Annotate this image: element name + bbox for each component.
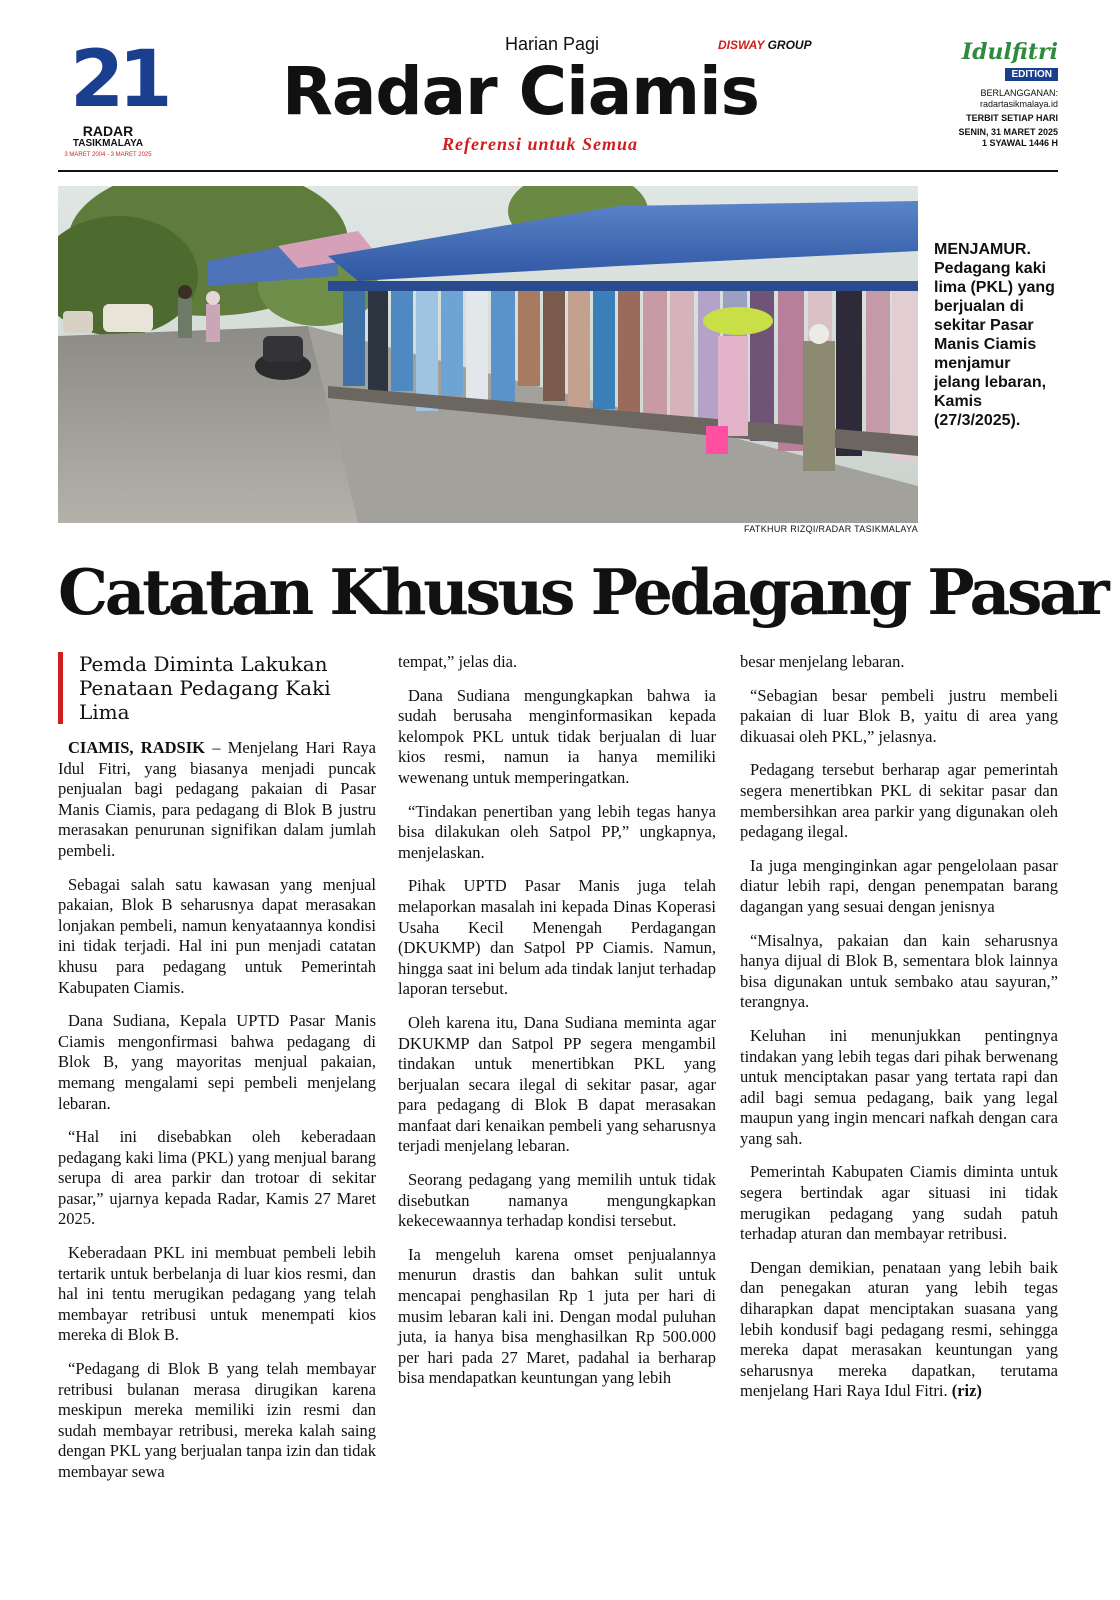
frequency: TERBIT SETIAP HARI [966,113,1058,123]
article-headline: Catatan Khusus Pedagang Pasar [58,555,1107,629]
edition-badge [960,40,1058,82]
lead-text: – Menjelang Hari Raya Idul Fitri, yang biasanya menjadi puncak penjualan bagi pedagang pakaian di Pasar Manis Ciamis, para pedagang di Blok B justru merasakan penurunan signifikan dalam jumlah pembeli. [58,738,377,860]
publication-info [930,88,1058,149]
dateline: CIAMIS, RADSIK [68,738,205,757]
article-column-1 [58,652,376,1496]
photo-credit: FATKHUR RIZQI/RADAR TASIKMALAYA [744,524,918,534]
paragraph: “Misalnya, pakaian dan kain seharusnya hanya dijual di Blok B, sementara blok lainnya bisa digunakan untuk sembako atau sayuran,” terangnya. [740,930,1058,1012]
paragraph: “Pedagang di Blok B yang telah membayar retribusi bulanan merasa dirugikan karena meskipun mereka memiliki izin resmi dan sudah membayar retribusi, mereka kalah saing dengan PKL yang berjualan tanpa izin dan tidak membayar sewa [58,1359,376,1481]
paragraph: Dana Sudiana, Kepala UPTD Pasar Manis Ciamis mengonfirmasi bahwa pedagang di Blok B, yang mayoritas menjual pakaian, memang mengalami sepi pembeli menjelang lebaran. [58,1011,376,1113]
edition-name: Idulfitri [961,39,1058,65]
paragraph: Sebagai salah satu kawasan yang menjual pakaian, Blok B seharusnya dapat merasakan lonjakan pembeli, namun kenyataannya kondisi ini tidak terjadi. Hal ini pun menjadi catatan khusu para pedagang untuk Pemerintah Kabupaten Ciamis. [58,874,376,997]
paragraph: Keluhan ini menunjukkan pentingnya tindakan yang lebih tegas dari pihak berwenang untuk menciptakan pasar yang tertata rapi dan adil bagi semua pedagang, baik yang legal maupun yang ingin mencari nafkah dengan cara yang sah. [740,1025,1058,1148]
article-subhead [58,652,376,724]
subscribe-label: BERLANGGANAN: [980,88,1058,98]
paragraph: Pihak UPTD Pasar Manis juga telah melaporkan masalah ini kepada Dinas Koperasi Usaha Kecil Menengah Perdagangan (DKUKMP) dan Satpol PP Ciamis. Namun, hingga saat ini belum ada tindak lanjut terhadap laporan tersebut. [398,876,716,999]
anniversary-brand: RADAR [82,123,134,139]
author-signoff: (riz) [951,1381,982,1401]
subscribe-site[interactable]: radartasikmalaya.id [979,99,1058,109]
paragraph: Oleh karena itu, Dana Sudiana meminta agar DKUKMP dan Satpol PP segera mengambil tindakan untuk menertibkan PKL yang berjualan secara ilegal di sekitar pasar, agar para pedagang di Blok B dapat merasakan manfaat dari kenaikan pembeli yang seharusnya terjadi menjelang lebaran. [398,1012,716,1156]
paragraph: “Sebagian besar pembeli justru membeli pakaian di luar Blok B, yaitu di area yang dikuasai oleh PKL,” jelasnya. [740,685,1058,746]
paragraph: tempat,” jelas dia. [398,652,518,671]
subhead-line-1: Pemda Diminta Lakukan [79,652,328,676]
paragraph: Keberadaan PKL ini membuat pembeli lebih tertarik untuk berbelanja di luar kios resmi, dan hal ini tentu merugikan pedagang yang telah membayar retribusi untuk menempati kios mereka di Blok B. [58,1243,376,1345]
paragraph: “Tindakan penertiban yang lebih tegas hanya bisa dilakukan oleh Satpol PP,” ungkapnya, menjelaskan. [398,801,716,862]
group-logo [718,38,812,52]
group-prefix: DISWAY [718,38,765,52]
masthead-rule [58,170,1058,172]
group-suffix: GROUP [764,38,812,52]
edition-tag: EDITION [1005,68,1058,81]
anniversary-dates: 3 MARET 2004 - 3 MARET 2025 [64,152,152,158]
anniversary-city: TASIKMALAYA [72,138,144,149]
anniversary-number: 21 [70,35,167,125]
newspaper-tagline: Referensi untuk Semua [442,134,639,154]
article-column-2 [398,652,716,1402]
date-hijri: 1 SYAWAL 1446 H [981,138,1058,148]
paragraph: Dana Sudiana mengungkapkan bahwa ia sudah berusaha menginformasikan kepada kelompok PKL untuk tidak berjualan di luar kios resmi, namun ia hanya memiliki wewenang untuk memperingatkan. [398,685,716,787]
subhead-line-2: Penataan Pedagang Kaki Lima [79,676,331,724]
paragraph: besar menjelang lebaran. [740,652,905,671]
date-gregorian: SENIN, 31 MARET 2025 [958,127,1058,137]
paragraph: Ia juga menginginkan agar pengelolaan pasar diatur lebih rapi, dengan penempatan barang dagangan yang sesuai dengan jenisnya [740,855,1058,916]
paragraph: “Hal ini disebabkan oleh keberadaan pedagang kaki lima (PKL) yang menjual barang serupa di area parkir dan trotoar di sekitar pasar,” ujarnya kepada Radar, Kamis 27 Maret 2025. [58,1127,376,1229]
daily-label: Harian Pagi [505,34,600,54]
newspaper-title: Radar Ciamis [282,53,759,130]
article-column-3 [740,652,1058,1415]
lead-paragraph [58,738,376,862]
paragraph: Seorang pedagang yang memilih untuk tidak disebutkan namanya mengungkapkan kekecewaannya terhadap kondisi tersebut. [398,1170,716,1231]
paragraph: Pedagang tersebut berharap agar pemerintah segera menertibkan PKL di sekitar pasar dan membersihkan area parkir yang digunakan oleh pedagang ilegal. [740,760,1058,842]
closing-paragraph [740,1258,1058,1402]
market-photo [58,186,918,523]
anniversary-logo [58,35,167,165]
closing-text: Dengan demikian, penataan yang lebih baik dan penegakan aturan yang lebih tegas diharapkan dapat menciptakan suasana yang lebih kondusif bagi pedagang resmi, sehingga mereka dapat merasakan keuntungan yang seharusnya mereka dapatkan, terutama menjelang Hari Raya Idul Fitri. [740,1257,1058,1401]
paragraph: Pemerintah Kabupaten Ciamis diminta untuk segera bertindak agar situasi ini tidak merugikan pedagang yang sudah patuh terhadap aturan dan membayar retribusi. [740,1162,1058,1244]
paragraph: Ia mengeluh karena omset penjualannya menurun drastis dan bahkan sulit untuk mencapai penghasilan Rp 1 juta per hari di musim lebaran kali ini. Dengan modal puluhan juta, ia hanya bisa menghasilkan Rp 500.000 per hari pada 27 Maret, padahal ia berharap bisa mendapatkan keuntungan yang lebih [398,1244,716,1388]
photo-caption: MENJAMUR. Pedagang kaki lima (PKL) yang berjualan di sekitar Pasar Manis Ciamis menjamur jelang lebaran, Kamis (27/3/2025). [934,241,1055,429]
